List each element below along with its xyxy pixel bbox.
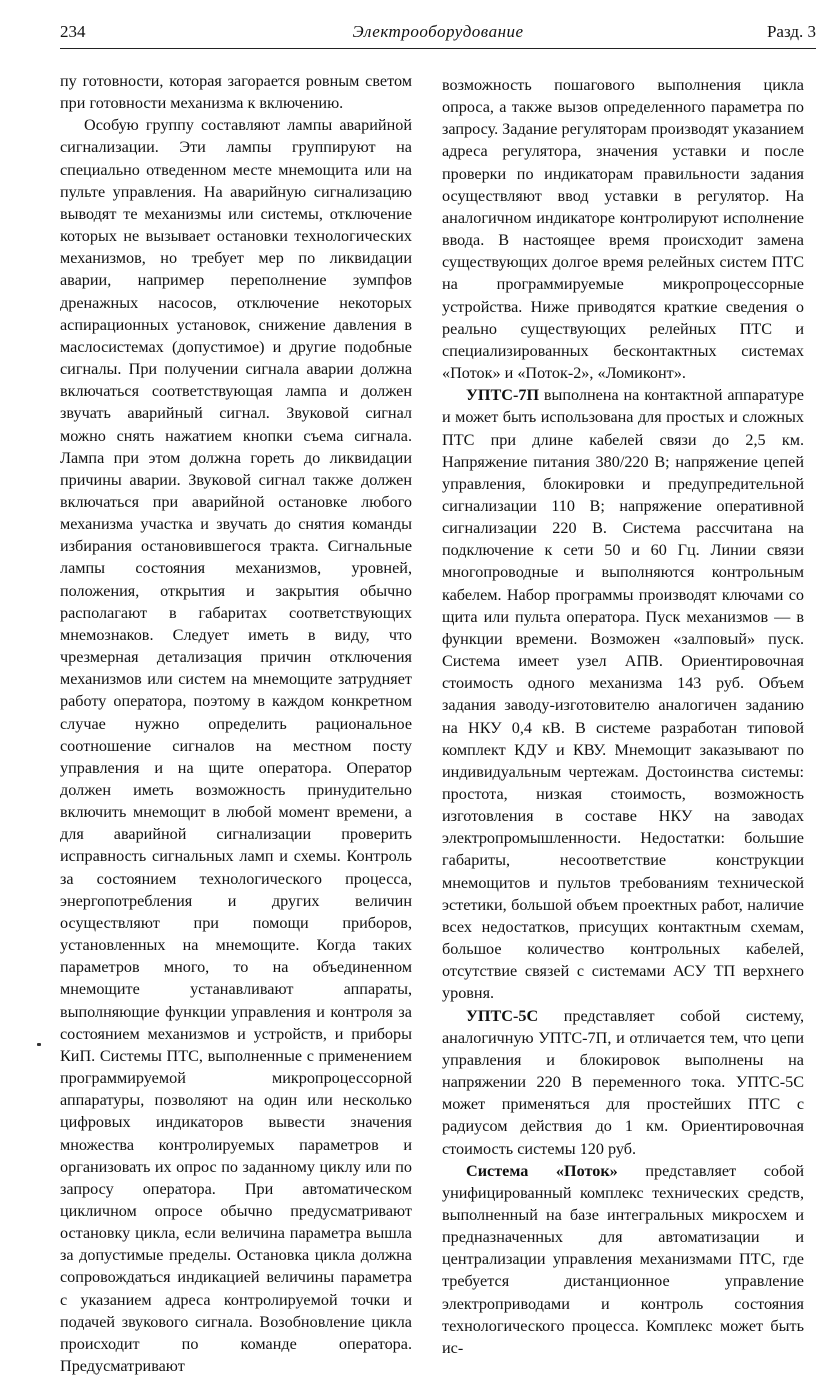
term-heading: УПТС-7П — [466, 386, 540, 405]
running-title: Электрооборудование — [352, 22, 524, 41]
paragraph: Особую группу составляют лампы аварийной сигнализации. Эти лампы группируют на специально отведенном месте мнемощита или на пульте управления. На аварийную сигнализацию выводят те механизмы или системы, отключение которых не вызывает остановки технологических механизмов, но требует мер по ликвидации аварии, например переполнение зумпфов дренажных насосов, отключение некоторых аспирационных установок, снижение давления в маслосистемах (допустимое) и другие подобные сигналы. При получении сигнала аварии должна включаться соответствующая лампа и должен звучать аварийный сигнал. Звуковой сигнал можно снять нажатием кнопки съема сигнала. Лампа при этом должна гореть до ликвидации причины аварии. Звуковой сигнал также должен включаться при аварийной остановке любого механизма участка и звучать до снятия команды избирания остановившегося тракта. Сигнальные лампы состояния механизмов, уровней, положения, открытия и закрытия обычно располагают в габаритах соответствующих мнемознаков. Следует иметь в виду, что чрезмерная детализация причин отключения механизмов или систем на мнемощите затрудняет работу оператора, поэтому в каждом конкретном случае нужно определить рациональное соотношение сигналов на местном посту управления и на щите оператора. Оператор должен иметь возможность принудительно включить мнемощит в любой момент времени, а для аварийной сигнализации проверить исправность сигнальных ламп и схемы. Контроль за состоянием технологического процесса, энергопотребления и других величин осуществляют при помощи приборов, установленных на мнемощите. Когда таких параметров много, то на объединенном мнемощите устанавливают аппараты, выполняющие функции управления и контроля за состоянием механизмов и устройств, и приборы КиП. Системы ПТС, выполненные с применением программируемой микропроцессорной аппаратуры, позволяют на один или несколько цифровых индикаторов вывести значения множества контролируемых параметров и организовать их опрос по заданному циклу или по запросу оператора. При автоматическом цикличном опросе обычно предусматривают остановку цикла, если величина параметра вышла за допустимые пределы. Остановка цикла должна сопровождаться индикацией величины параметра с указанием адреса контролируемой точки и подачей звукового сигнала. Возобновление цикла происходит по команде оператора. Предусматривают — [60, 116, 412, 1376]
paragraph: возможность пошагового выполнения цикла опроса, а также вызов определенного параметра по запросу. Задание регуляторам производят указанием адреса регулятора, значения уставки и после проверки по индикаторам правильности задания осуществляют ввод уставки в регулятор. На аналогичном индикаторе контролируют исполнение ввода. В настоящее время происходит замена существующих долгое время релейных систем ПТС на программируемые микропроцессорные устройства. Ниже приводятся краткие сведения о реально существующих релейных ПТС и специализированных бесконтактных системах «Поток» и «Поток-2», «Ломиконт». — [442, 76, 804, 383]
left-column — [60, 70, 412, 1377]
paragraph-upts-5s — [442, 1005, 804, 1160]
paragraph-text: представляет собой систему, аналогичную УПТС-7П, и отличается тем, что цепи управления и блокировок выполнены на напряжении 220 В переменного тока. УПТС-5С может применяться для простейших ПТС с радиусом действия до 1 км. Ориентировочная стоимость системы 120 руб. — [442, 1006, 804, 1158]
paragraph-upts-7p — [442, 384, 804, 1004]
header-rule — [60, 48, 816, 49]
paragraph-potok — [442, 1160, 804, 1359]
term-heading: Система «Поток» — [466, 1161, 618, 1180]
section-label: Разд. 3 — [766, 22, 816, 41]
margin-mark — [37, 1043, 41, 1046]
page-number: 234 — [60, 22, 86, 41]
running-header — [60, 18, 816, 46]
term-heading: УПТС-5С — [466, 1006, 539, 1025]
paragraph-text: представляет собой унифицированный комплекс технических средств, выполненный на базе интегральных микросхем и предназначенных для автоматизации и централизации управления механизмами ПТС, где требуется дистанционное управление электроприводами и контроль состояния технологического процесса. Комплекс может быть ис- — [442, 1161, 804, 1357]
right-column — [442, 74, 804, 1359]
paragraph: пу готовности, которая загорается ровным светом при готовности механизма к включению. — [60, 72, 412, 113]
paragraph-text: выполнена на контактной аппаратуре и может быть использована для простых и сложных ПТС при длине кабелей связи до 2,5 км. Напряжение питания 380/220 В; напряжение цепей управления, блокировки и предупредительной сигнализации 110 В; напряжение оперативной сигнализации 220 В. Система рассчитана на подключение к сети 50 и 60 Гц. Линии связи многопроводные и выполняются контрольным кабелем. Набор программы производят ключами со щита или пульта оператора. Пуск механизмов — в функции времени. Возможен «залповый» пуск. Система имеет узел АПВ. Ориентировочная стоимость одного механизма 143 руб. Объем задания заводу-изготовителю аналогичен заданию на НКУ 0,4 кВ. В системе разработан типовой комплект КДУ и КВУ. Мнемощит заказывают по индивидуальным чертежам. Достоинства системы: простота, низкая стоимость, возможность изготовления в составе НКУ на заводах электропромышленности. Недостатки: большие габариты, несоответствие конструкции мнемощитов и пультов требованиям технической эстетики, большой объем проектных работ, наличие всех недостатков, присущих контактным схемам, большое количество контрольных кабелей, отсутствие связей с системами АСУ ТП верхнего уровня. — [442, 386, 804, 1003]
